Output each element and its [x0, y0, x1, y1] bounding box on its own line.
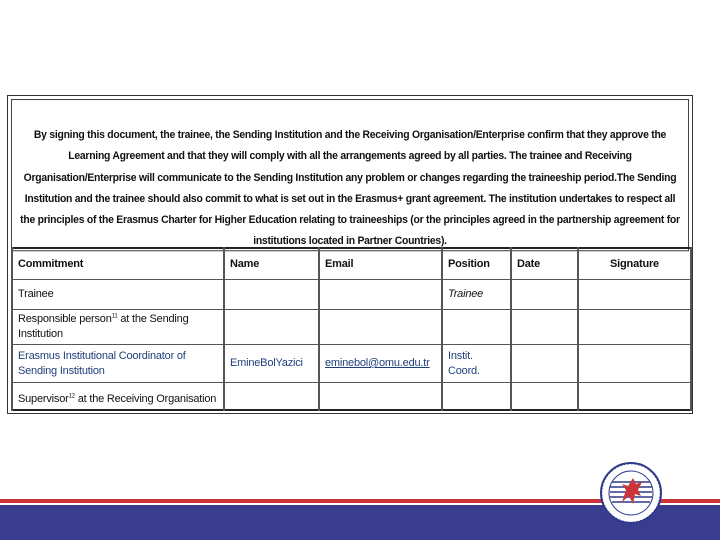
coordinator-position: Instit. Coord. [442, 345, 511, 383]
trainee-signature [578, 280, 691, 310]
header-email: Email [319, 248, 442, 280]
table-row [12, 345, 691, 383]
commitment-statement: By signing this document, the trainee, the Sending Institution and the Receiving Organisation/Enterprise confirm that they approve the Learning Agreement and that they will comply with all the arrangements agreed by all parties. The trainee and Receiving Organisation/Enterprise will communicate to the Sending Institution any problem or changes regarding the traineeship period.The Sending Institution and the trainee should also commit to what is set out in the Erasmus+ grant agreement. The institution undertakes to respect all the principles of the Erasmus Charter for Higher Education relating to traineeships (or the principles agreed in the partnership agreement for institutions located in Partner Countries). [11, 99, 689, 251]
coordinator-email-cell [319, 345, 442, 383]
responsible-email [319, 310, 442, 345]
coordinator-signature [578, 345, 691, 383]
responsible-commitment [12, 310, 224, 345]
supervisor-date [511, 383, 578, 411]
supervisor-signature [578, 383, 691, 411]
university-seal-icon [600, 462, 662, 524]
header-name: Name [224, 248, 319, 280]
responsible-signature [578, 310, 691, 345]
trainee-name [224, 280, 319, 310]
responsible-name [224, 310, 319, 345]
header-commitment: Commitment [12, 248, 224, 280]
supervisor-commitment [12, 383, 224, 411]
supervisor-label-suffix: at the Receiving Organisation [74, 393, 217, 405]
header-signature: Signature [578, 248, 691, 280]
responsible-label-suffix: at the Sending Institution [18, 313, 189, 340]
commitment-table [11, 247, 692, 411]
responsible-position [442, 310, 511, 345]
coordinator-name: EmineBolYazici [224, 345, 319, 383]
responsible-date [511, 310, 578, 345]
coordinator-commitment: Erasmus Institutional Coordinator of Sending Institution [12, 345, 224, 383]
table-row [12, 280, 691, 310]
header-position: Position [442, 248, 511, 280]
coordinator-date [511, 345, 578, 383]
footnote-marker: 11 [111, 313, 118, 320]
supervisor-email [319, 383, 442, 411]
responsible-label: Responsible person [18, 313, 112, 325]
table-row [12, 310, 691, 345]
header-date: Date [511, 248, 578, 280]
trainee-position: Trainee [442, 280, 511, 310]
coordinator-email-link[interactable]: eminebol@omu.edu.tr [325, 357, 430, 369]
trainee-email [319, 280, 442, 310]
learning-agreement-commitment-page [7, 95, 693, 414]
trainee-commitment: Trainee [12, 280, 224, 310]
supervisor-position [442, 383, 511, 411]
footnote-marker: 12 [68, 393, 75, 400]
supervisor-name [224, 383, 319, 411]
table-header-row [12, 248, 691, 280]
trainee-date [511, 280, 578, 310]
supervisor-label: Supervisor [18, 393, 69, 405]
table-row [12, 383, 691, 411]
